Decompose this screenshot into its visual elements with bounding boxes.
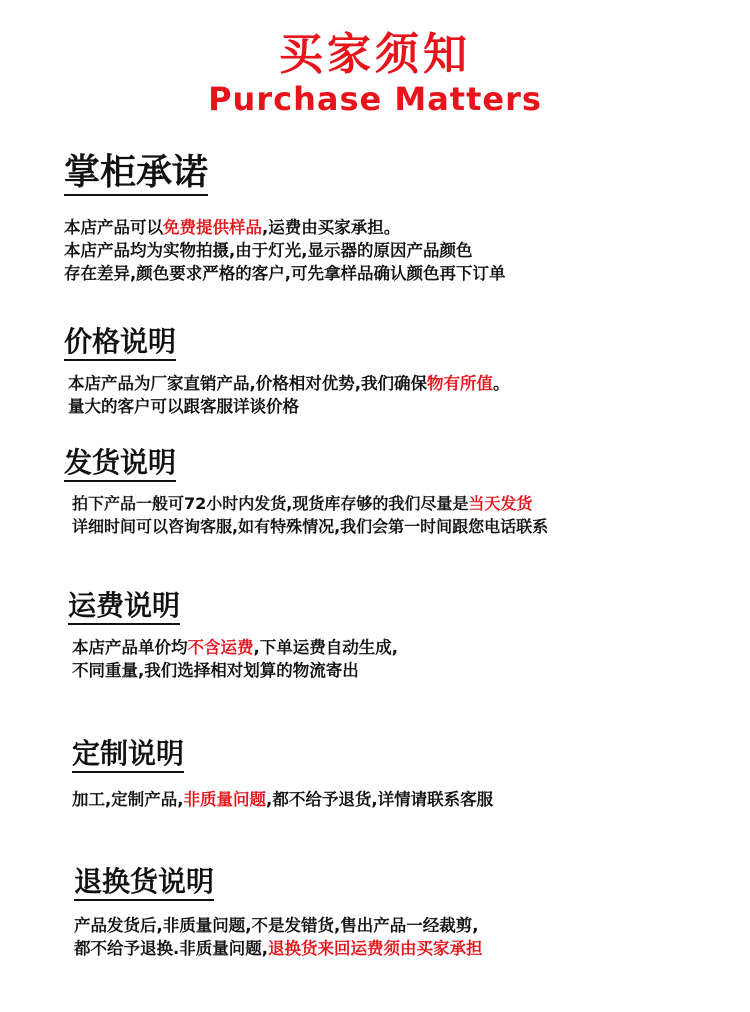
section-custom-title: 定制说明	[72, 738, 184, 773]
section-freight-body	[72, 636, 398, 682]
text-line	[72, 636, 398, 659]
section-custom-body	[72, 788, 493, 811]
text-segment: 加工,定制产品,	[72, 790, 184, 809]
text-line	[64, 239, 506, 262]
text-segment: 不同重量,我们选择相对划算的物流寄出	[72, 661, 359, 680]
text-line	[72, 659, 398, 682]
text-segment: 拍下产品一般可72小时内发货,现货库存够的我们尽量是	[72, 494, 469, 513]
text-line	[72, 492, 548, 515]
section-promise-title: 掌柜承诺	[64, 152, 208, 196]
text-segment: 本店产品为厂家直销产品,价格相对优势,我们确保	[68, 374, 428, 393]
highlight-text: 当天发货	[468, 494, 533, 513]
page-subtitle: Purchase Matters	[208, 80, 542, 118]
section-freight-title: 运费说明	[68, 590, 180, 625]
page-title: 买家须知	[279, 29, 471, 80]
section-price-body	[68, 372, 510, 418]
section-shipping-title: 发货说明	[64, 447, 176, 482]
text-line	[68, 372, 510, 395]
section-return-title: 退换货说明	[74, 866, 214, 901]
highlight-text: 退换货来回运费须由买家承担	[268, 939, 483, 958]
highlight-text: 免费提供样品	[163, 218, 262, 237]
section-price-title: 价格说明	[64, 326, 176, 361]
text-segment: 产品发货后,非质量问题,不是发错货,售出产品一经裁剪,	[74, 916, 479, 935]
text-segment: 量大的客户可以跟客服详谈价格	[68, 397, 299, 416]
text-segment: ,都不给予退货,详情请联系客服	[266, 790, 494, 809]
text-segment: 本店产品单价均	[72, 638, 188, 657]
text-segment: 。	[493, 374, 510, 393]
section-promise-body	[64, 216, 506, 285]
section-return-body	[74, 914, 483, 960]
text-segment: 都不给予退换.非质量问题,	[74, 939, 269, 958]
text-segment: 详细时间可以咨询客服,如有特殊情况,我们会第一时间跟您电话联系	[72, 517, 549, 536]
text-line	[72, 515, 548, 538]
text-line	[64, 216, 506, 239]
text-segment: ,运费由买家承担。	[262, 218, 401, 237]
highlight-text: 物有所值	[427, 374, 494, 393]
text-segment: 本店产品均为实物拍摄,由于灯光,显示器的原因产品颜色	[64, 241, 473, 260]
section-shipping-body	[72, 492, 548, 538]
highlight-text: 不含运费	[187, 638, 254, 657]
text-line	[72, 788, 493, 811]
highlight-text: 非质量问题	[183, 790, 267, 809]
text-line	[74, 937, 483, 960]
text-line	[74, 914, 483, 937]
text-segment: 存在差异,颜色要求严格的客户,可先拿样品确认颜色再下订单	[64, 264, 506, 283]
text-line	[68, 395, 510, 418]
text-segment: ,下单运费自动生成,	[253, 638, 399, 657]
text-segment: 本店产品可以	[64, 218, 163, 237]
text-line	[64, 262, 506, 285]
